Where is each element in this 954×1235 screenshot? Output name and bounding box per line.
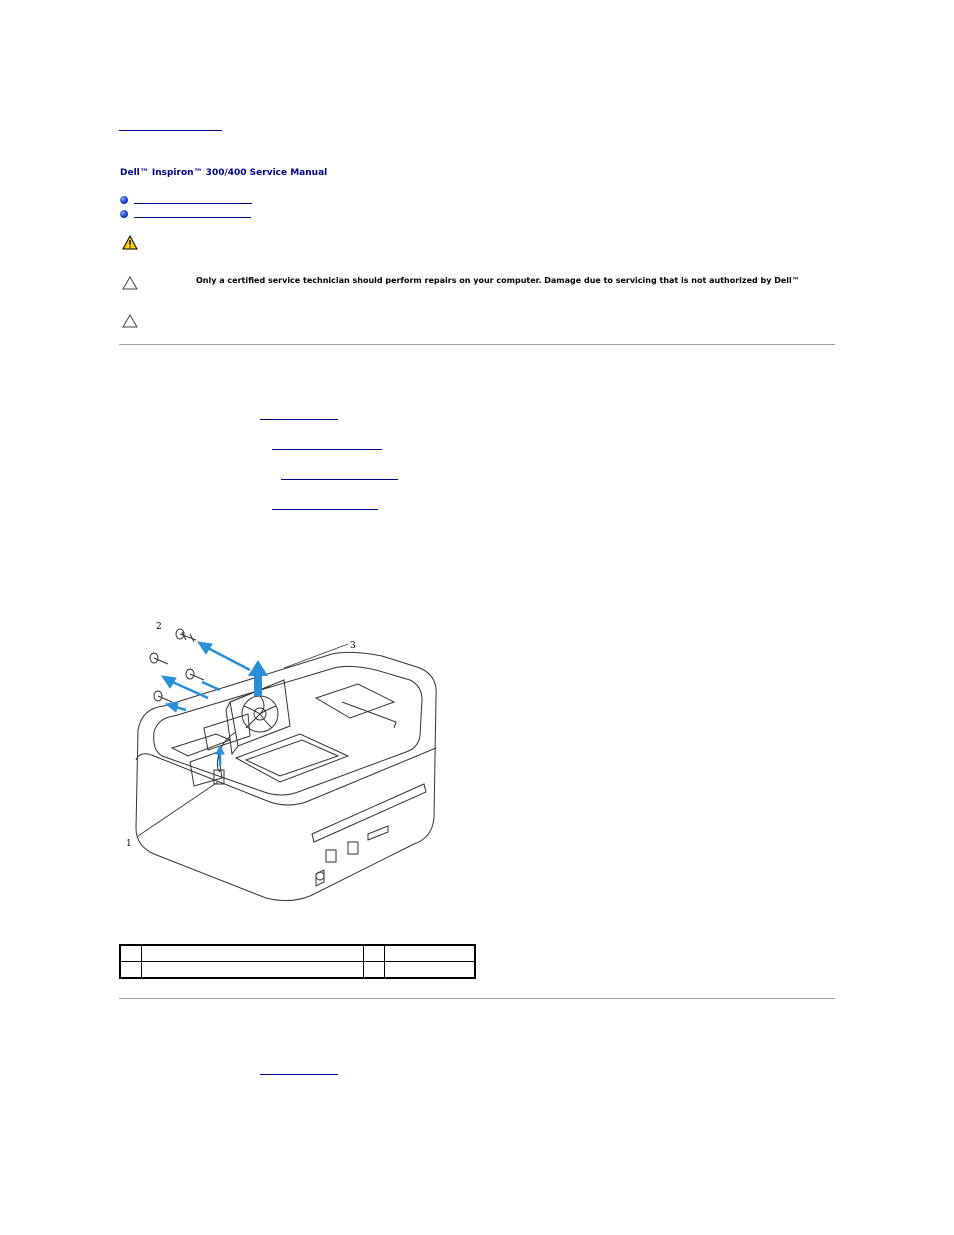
callout-3: 3 — [350, 641, 356, 651]
caution-icon — [122, 276, 138, 290]
toc-link-removing[interactable] — [134, 203, 252, 204]
callout-table — [119, 944, 476, 979]
caution-icon — [122, 314, 138, 328]
warning-icon — [122, 235, 138, 250]
procedure-link-3[interactable] — [281, 479, 398, 480]
fan-removal-illustration — [120, 610, 450, 930]
section-divider — [119, 344, 835, 345]
caution-text: Only a certified service technician should perform repairs on your computer. Damage due to servicing that is not authorized by Dell™ — [196, 276, 800, 285]
procedure-link-2[interactable] — [272, 449, 382, 450]
callout-1: 1 — [126, 839, 132, 849]
procedure-link-replace[interactable] — [260, 1074, 338, 1075]
back-to-contents-link[interactable] — [119, 130, 222, 131]
section-divider — [119, 998, 835, 999]
procedure-link-1[interactable] — [260, 419, 338, 420]
toc-link-replacing[interactable] — [134, 217, 251, 218]
bullet-icon — [120, 210, 128, 218]
bullet-icon — [120, 196, 128, 204]
table-row — [120, 962, 475, 979]
callout-2: 2 — [156, 622, 162, 632]
procedure-link-4[interactable] — [272, 509, 378, 510]
table-row — [120, 945, 475, 962]
manual-title: Dell™ Inspiron™ 300/400 Service Manual — [120, 168, 328, 178]
